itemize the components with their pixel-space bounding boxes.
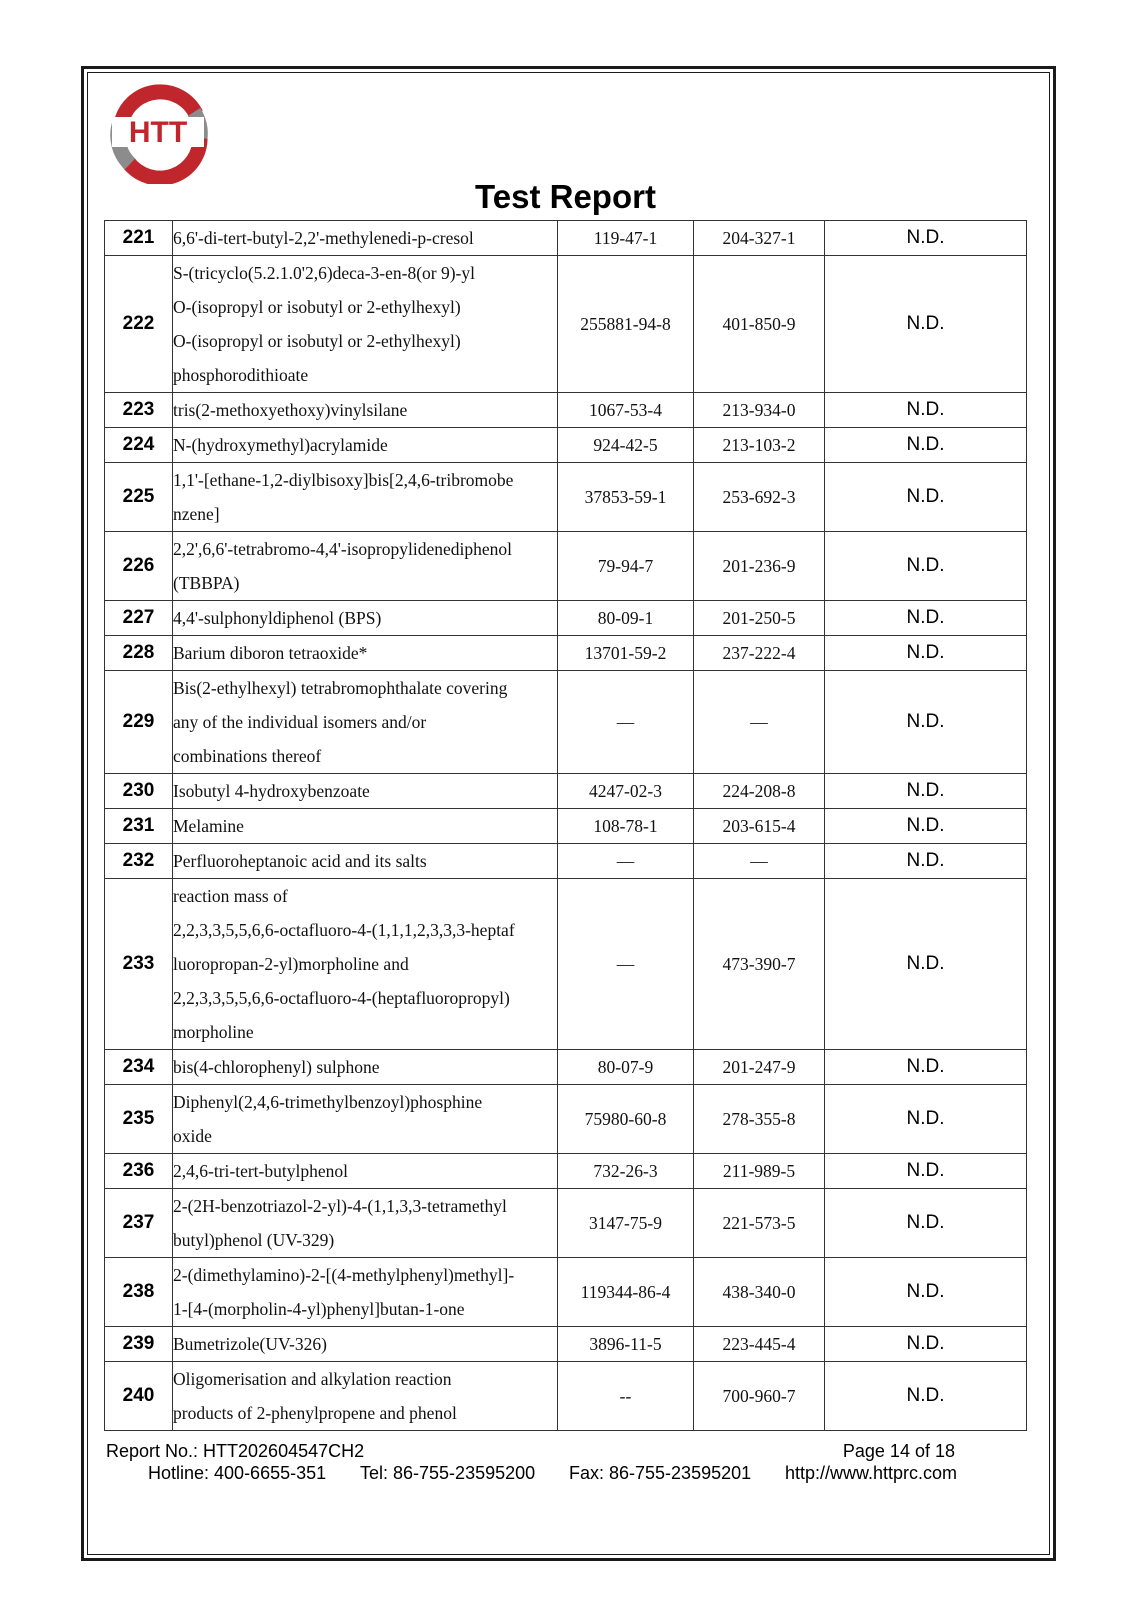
table-row: [105, 428, 1027, 463]
ec-number: 203-615-4: [694, 809, 825, 844]
substance-name: [173, 1189, 558, 1258]
table-row: [105, 1085, 1027, 1154]
substance-name-line: nzene]: [173, 504, 220, 524]
ec-number: 224-208-8: [694, 774, 825, 809]
substance-name-line: (TBBPA): [173, 573, 240, 593]
substance-name-line: Isobutyl 4-hydroxybenzoate: [173, 781, 370, 801]
item-number: 221: [105, 221, 173, 256]
substance-name-line: 2,2',6,6'-tetrabromo-4,4'-isopropylidenediphenol: [173, 539, 512, 559]
substance-name-line: O-(isopropyl or isobutyl or 2-ethylhexyl): [173, 331, 461, 351]
substance-name-line: 6,6'-di-tert-butyl-2,2'-methylenedi-p-cresol: [173, 228, 474, 248]
cas-number: 732-26-3: [558, 1154, 694, 1189]
ec-number: —: [694, 671, 825, 774]
test-result: N.D.: [825, 1327, 1027, 1362]
substance-name: [173, 1362, 558, 1431]
ec-number: 213-103-2: [694, 428, 825, 463]
cas-number: 4247-02-3: [558, 774, 694, 809]
ec-number: 201-250-5: [694, 601, 825, 636]
ec-number: 237-222-4: [694, 636, 825, 671]
table-row: [105, 809, 1027, 844]
substance-name: [173, 879, 558, 1050]
results-table: [104, 220, 1027, 1431]
ec-number: 213-934-0: [694, 393, 825, 428]
substance-name-line: Barium diboron tetraoxide*: [173, 643, 368, 663]
cas-number: 924-42-5: [558, 428, 694, 463]
test-result: N.D.: [825, 636, 1027, 671]
substance-name: [173, 671, 558, 774]
ec-number: 253-692-3: [694, 463, 825, 532]
item-number: 227: [105, 601, 173, 636]
substance-name-line: reaction mass of: [173, 886, 288, 906]
table-row: [105, 1189, 1027, 1258]
cas-number: —: [558, 879, 694, 1050]
substance-name: [173, 636, 558, 671]
substance-name-line: 2,4,6-tri-tert-butylphenol: [173, 1161, 348, 1181]
cas-number: 75980-60-8: [558, 1085, 694, 1154]
substance-name-line: 1,1'-[ethane-1,2-diylbisoxy]bis[2,4,6-tribromobe: [173, 470, 514, 490]
substance-name: [173, 1154, 558, 1189]
substance-name-line: luoropropan-2-yl)morpholine and: [173, 954, 409, 974]
test-result: N.D.: [825, 463, 1027, 532]
item-number: 222: [105, 256, 173, 393]
ec-number: 438-340-0: [694, 1258, 825, 1327]
substance-name: [173, 1050, 558, 1085]
substance-name-line: S-(tricyclo(5.2.1.0'2,6)deca-3-en-8(or 9)-yl: [173, 263, 475, 283]
page-number: Page 14 of 18: [842, 1441, 955, 1461]
item-number: 239: [105, 1327, 173, 1362]
cas-number: 80-07-9: [558, 1050, 694, 1085]
table-row: [105, 1154, 1027, 1189]
test-result: N.D.: [825, 1189, 1027, 1258]
substance-name-line: Melamine: [173, 816, 244, 836]
substance-name: [173, 774, 558, 809]
cas-number: 119-47-1: [558, 221, 694, 256]
test-result: N.D.: [825, 221, 1027, 256]
test-result: N.D.: [825, 1085, 1027, 1154]
substance-name: [173, 1327, 558, 1362]
item-number: 230: [105, 774, 173, 809]
substance-name-line: 2,2,3,3,5,5,6,6-octafluoro-4-(heptafluoropropyl): [173, 988, 510, 1008]
test-result: N.D.: [825, 879, 1027, 1050]
cas-number: 80-09-1: [558, 601, 694, 636]
table-row: [105, 879, 1027, 1050]
fax: Fax: 86-755-23595201: [569, 1463, 752, 1483]
ec-number: 278-355-8: [694, 1085, 825, 1154]
cas-number: 1067-53-4: [558, 393, 694, 428]
report-number: Report No.: HTT202604547CH2: [106, 1441, 365, 1461]
substance-name-line: Diphenyl(2,4,6-trimethylbenzoyl)phosphine: [173, 1092, 483, 1112]
test-result: N.D.: [825, 256, 1027, 393]
substance-name: [173, 428, 558, 463]
item-number: 224: [105, 428, 173, 463]
page-title: Test Report: [475, 178, 656, 215]
substance-name: [173, 1085, 558, 1154]
table-row: [105, 636, 1027, 671]
test-result: N.D.: [825, 844, 1027, 879]
htt-logo: [106, 80, 210, 184]
test-result: N.D.: [825, 809, 1027, 844]
table-row: [105, 671, 1027, 774]
ec-number: 700-960-7: [694, 1362, 825, 1431]
substance-name-line: Bis(2-ethylhexyl) tetrabromophthalate covering: [173, 678, 508, 698]
item-number: 228: [105, 636, 173, 671]
item-number: 240: [105, 1362, 173, 1431]
item-number: 225: [105, 463, 173, 532]
substance-name-line: 1-[4-(morpholin-4-yl)phenyl]butan-1-one: [173, 1299, 465, 1319]
substance-name: [173, 393, 558, 428]
item-number: 233: [105, 879, 173, 1050]
substance-name-line: Oligomerisation and alkylation reaction: [173, 1369, 452, 1389]
table-row: [105, 844, 1027, 879]
substance-name: [173, 809, 558, 844]
table-row: [105, 601, 1027, 636]
item-number: 226: [105, 532, 173, 601]
cas-number: —: [558, 671, 694, 774]
table-row: [105, 532, 1027, 601]
substance-name-line: 2-(dimethylamino)-2-[(4-methylphenyl)methyl]-: [173, 1265, 515, 1285]
substance-name-line: O-(isopropyl or isobutyl or 2-ethylhexyl): [173, 297, 461, 317]
table-row: [105, 463, 1027, 532]
substance-name-line: Bumetrizole(UV-326): [173, 1334, 327, 1354]
substance-name: [173, 256, 558, 393]
substance-name-line: butyl)phenol (UV-329): [173, 1230, 335, 1250]
item-number: 236: [105, 1154, 173, 1189]
substance-name-line: N-(hydroxymethyl)acrylamide: [173, 435, 388, 455]
item-number: 232: [105, 844, 173, 879]
hotline: Hotline: 400-6655-351: [148, 1463, 327, 1483]
test-result: N.D.: [825, 1258, 1027, 1327]
cas-number: 37853-59-1: [558, 463, 694, 532]
logo-text: HTT: [128, 116, 188, 149]
table-row: [105, 774, 1027, 809]
item-number: 234: [105, 1050, 173, 1085]
substance-name-line: 4,4'-sulphonyldiphenol (BPS): [173, 608, 382, 628]
item-number: 231: [105, 809, 173, 844]
substance-name-line: any of the individual isomers and/or: [173, 712, 427, 732]
substance-name: [173, 1258, 558, 1327]
item-number: 238: [105, 1258, 173, 1327]
telephone: Tel: 86-755-23595200: [360, 1463, 536, 1483]
item-number: 229: [105, 671, 173, 774]
table-row: [105, 221, 1027, 256]
item-number: 237: [105, 1189, 173, 1258]
cas-number: —: [558, 844, 694, 879]
substance-name-line: tris(2-methoxyethoxy)vinylsilane: [173, 400, 408, 420]
ec-number: 223-445-4: [694, 1327, 825, 1362]
cas-number: 119344-86-4: [558, 1258, 694, 1327]
test-result: N.D.: [825, 671, 1027, 774]
table-row: [105, 1258, 1027, 1327]
substance-name: [173, 221, 558, 256]
test-result: N.D.: [825, 601, 1027, 636]
cas-number: 3147-75-9: [558, 1189, 694, 1258]
item-number: 223: [105, 393, 173, 428]
test-result: N.D.: [825, 532, 1027, 601]
test-result: N.D.: [825, 774, 1027, 809]
substance-name-line: products of 2-phenylpropene and phenol: [173, 1403, 457, 1423]
ec-number: 204-327-1: [694, 221, 825, 256]
test-result: N.D.: [825, 1154, 1027, 1189]
cas-number: 255881-94-8: [558, 256, 694, 393]
substance-name-line: oxide: [173, 1126, 212, 1146]
ec-number: 221-573-5: [694, 1189, 825, 1258]
table-row: [105, 1327, 1027, 1362]
table-row: [105, 393, 1027, 428]
substance-name-line: bis(4-chlorophenyl) sulphone: [173, 1057, 380, 1077]
cas-number: 79-94-7: [558, 532, 694, 601]
test-result: N.D.: [825, 1362, 1027, 1431]
substance-name-line: 2,2,3,3,5,5,6,6-octafluoro-4-(1,1,1,2,3,3,3-heptaf: [173, 920, 515, 940]
ec-number: 473-390-7: [694, 879, 825, 1050]
ec-number: 211-989-5: [694, 1154, 825, 1189]
test-result: N.D.: [825, 1050, 1027, 1085]
ec-number: 201-247-9: [694, 1050, 825, 1085]
substance-name-line: Perfluoroheptanoic acid and its salts: [173, 851, 427, 871]
ec-number: 401-850-9: [694, 256, 825, 393]
test-result: N.D.: [825, 393, 1027, 428]
test-result: N.D.: [825, 428, 1027, 463]
ec-number: 201-236-9: [694, 532, 825, 601]
cas-number: 3896-11-5: [558, 1327, 694, 1362]
ec-number: —: [694, 844, 825, 879]
substance-name-line: 2-(2H-benzotriazol-2-yl)-4-(1,1,3,3-tetramethyl: [173, 1196, 507, 1216]
cas-number: --: [558, 1362, 694, 1431]
substance-name: [173, 532, 558, 601]
table-row: [105, 256, 1027, 393]
table-row: [105, 1362, 1027, 1431]
website-link[interactable]: http://www.httprc.com: [785, 1463, 958, 1483]
substance-name-line: morpholine: [173, 1022, 254, 1042]
substance-name: [173, 463, 558, 532]
item-number: 235: [105, 1085, 173, 1154]
substance-name-line: phosphorodithioate: [173, 365, 309, 385]
substance-name-line: combinations thereof: [173, 746, 322, 766]
table-row: [105, 1050, 1027, 1085]
substance-name: [173, 844, 558, 879]
cas-number: 108-78-1: [558, 809, 694, 844]
cas-number: 13701-59-2: [558, 636, 694, 671]
substance-name: [173, 601, 558, 636]
